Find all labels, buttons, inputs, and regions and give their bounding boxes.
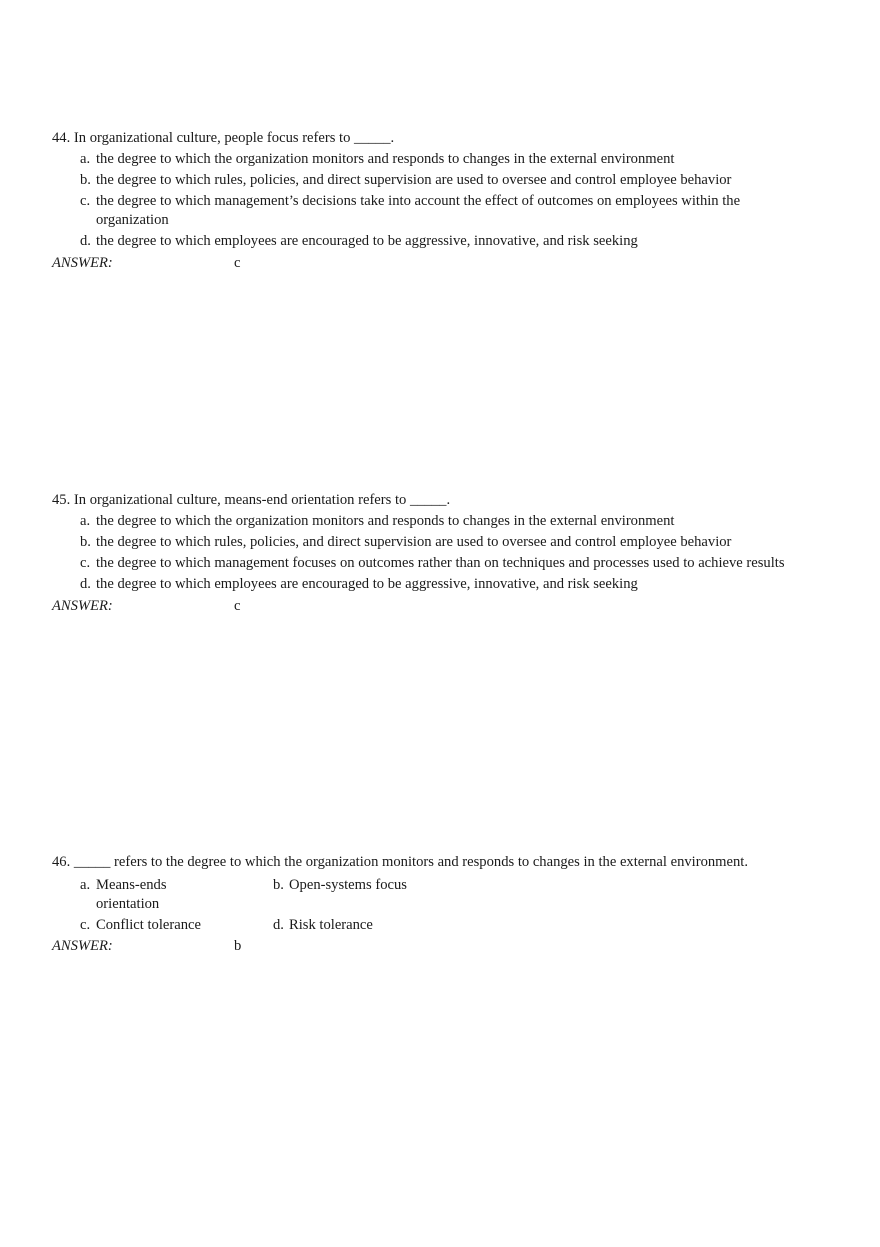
choice-d	[273, 916, 489, 935]
choice-text: Conflict tolerance	[96, 917, 201, 933]
choice-text: Means-ends orientation	[96, 877, 167, 912]
answer-row	[52, 254, 832, 273]
answer-value: c	[234, 255, 241, 271]
choice-letter: c.	[80, 917, 91, 933]
question-text: In organizational culture, means-end orientation refers to _____.	[73, 492, 451, 508]
choice-d	[52, 575, 832, 594]
answer-value: b	[234, 938, 242, 954]
answer-label: ANSWER:	[52, 598, 113, 614]
answer-row	[52, 937, 832, 956]
question-stem	[52, 491, 832, 510]
choice-letter: c.	[80, 193, 91, 209]
choice-a	[80, 876, 216, 914]
choice-a	[52, 150, 832, 169]
choice-a	[52, 512, 832, 531]
choice-letter: d.	[80, 233, 91, 249]
answer-row	[52, 597, 832, 616]
choice-grid	[52, 874, 832, 934]
question-stem	[52, 129, 832, 148]
choice-text: the degree to which employees are encouraged to be aggressive, innovative, and risk seeking	[96, 233, 638, 249]
choice-b	[52, 533, 832, 552]
question-45	[52, 491, 832, 616]
choice-letter: d.	[273, 917, 284, 933]
choice-text: the degree to which management’s decisions take into account the effect of outcomes on employees within the organization	[96, 193, 741, 228]
question-number: 46.	[52, 854, 71, 870]
question-number: 45.	[52, 492, 71, 508]
choice-letter: d.	[80, 576, 91, 592]
question-stem	[52, 853, 832, 872]
choice-letter: b.	[273, 877, 284, 893]
question-44	[52, 129, 832, 273]
choice-c	[80, 916, 276, 935]
choice-letter: c.	[80, 555, 91, 571]
question-46	[52, 853, 832, 956]
choice-c	[52, 192, 806, 230]
choice-c	[52, 554, 806, 573]
answer-value: c	[234, 598, 241, 614]
choice-text: the degree to which employees are encouraged to be aggressive, innovative, and risk seeking	[96, 576, 638, 592]
question-number: 44.	[52, 130, 71, 146]
choice-text: the degree to which rules, policies, and direct supervision are used to oversee and control employee behavior	[96, 172, 732, 188]
choice-letter: b.	[80, 172, 91, 188]
choice-text: the degree to which rules, policies, and direct supervision are used to oversee and control employee behavior	[96, 534, 732, 550]
choice-text: the degree to which the organization monitors and responds to changes in the external environment	[96, 513, 675, 529]
choice-text: the degree to which the organization monitors and responds to changes in the external environment	[96, 151, 675, 167]
question-text: _____ refers to the degree to which the organization monitors and responds to changes in the external environment.	[73, 854, 748, 870]
choice-letter: a.	[80, 513, 91, 529]
question-text: In organizational culture, people focus refers to _____.	[73, 130, 395, 146]
answer-label: ANSWER:	[52, 938, 113, 954]
choice-text: Open-systems focus	[289, 877, 407, 893]
choice-letter: a.	[80, 151, 91, 167]
choice-d	[52, 232, 832, 251]
choice-b	[52, 171, 832, 190]
choice-letter: a.	[80, 877, 91, 893]
answer-label: ANSWER:	[52, 255, 113, 271]
choice-text: the degree to which management focuses on outcomes rather than on techniques and processes used to achieve results	[96, 555, 785, 571]
choice-letter: b.	[80, 534, 91, 550]
choice-text: Risk tolerance	[289, 917, 373, 933]
choice-b	[273, 876, 489, 895]
